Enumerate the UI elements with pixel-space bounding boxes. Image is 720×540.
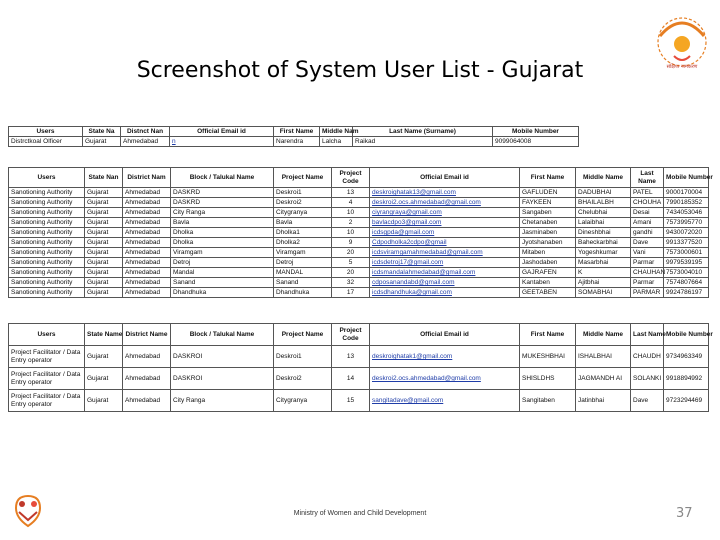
cell-last-name: gandhi [631,228,664,238]
cell-block: Dholka [171,228,274,238]
cell-user: Project Facilitator / Data Entry operator [9,368,85,390]
header-middle-name: Middle Nam [320,127,353,137]
cell-last-name: Raikad [353,137,493,147]
header-email: Official Email id [170,127,274,137]
cell-email[interactable]: cdposanandabd@gmail.com [370,278,520,288]
cell-first-name: Jasminaben [520,228,576,238]
cell-project-code: 5 [332,258,370,268]
cell-email[interactable]: n [170,137,274,147]
cell-project-name: Bavla [274,218,332,228]
cell-block: City Ranga [171,208,274,218]
cell-first-name: Mitaben [520,248,576,258]
cell-email[interactable]: deskroi2.ocs.ahmedabad@gmail.com [370,198,520,208]
cell-middle-name: JAGMANDH AI [576,368,631,390]
cell-project-name: Sanand [274,278,332,288]
cell-state: Gujarat [85,390,123,412]
cell-block: DASKROI [171,368,274,390]
cell-state: Gujarat [85,238,123,248]
cell-state: Gujarat [85,288,123,298]
table-row [9,278,709,288]
cell-mobile: 7574807664 [664,278,709,288]
cell-user: Sanotioning Authority [9,228,85,238]
cell-block: Viramgam [171,248,274,258]
cell-project-name: Deskroi1 [274,188,332,198]
header-users: Users [9,168,85,188]
cell-block: Detroj [171,258,274,268]
cell-middle-name: Lalcha [320,137,353,147]
cell-email[interactable]: icdsmandalahmedabad@gmail.com [370,268,520,278]
header-middle-name: Middle Name [576,168,631,188]
cell-first-name: Narendra [274,137,320,147]
cell-middle-name: SOMABHAI [576,288,631,298]
cell-district: Ahmedabad [123,258,171,268]
cell-last-name: Parmar [631,258,664,268]
page-number: 37 [676,506,693,521]
cell-state: Gujarat [85,248,123,258]
cell-email[interactable]: icdsdetroj17@gmail.com [370,258,520,268]
cell-district: Ahmedabad [123,278,171,288]
cell-last-name: CHAUHAN [631,268,664,278]
cell-district: Ahmedabad [121,137,170,147]
cell-mobile: 7434053046 [664,208,709,218]
header-first-name: First Name [520,168,576,188]
cell-middle-name: DADUBHAI [576,188,631,198]
cell-last-name: CHAUDH [631,346,664,368]
header-state: State Name [85,324,123,346]
header-project-code: Project Code [332,324,370,346]
logo-tagline: संक्षिप्त नामकरण [666,64,698,70]
header-last-name: Last Name [631,168,664,188]
cell-last-name: Dave [631,238,664,248]
cell-first-name: Chetanaben [520,218,576,228]
cell-block: DASKRD [171,198,274,208]
cell-last-name: Dave [631,390,664,412]
cell-middle-name: Yogeshkumar [576,248,631,258]
header-block: Block / Talukal Name [171,168,274,188]
header-users: Users [9,127,83,137]
header-district: District Nam [123,168,171,188]
cell-project-code: 17 [332,288,370,298]
cell-first-name: GAJRAFEN [520,268,576,278]
cell-mobile: 7573995770 [664,218,709,228]
table-row [9,238,709,248]
cell-project-name: Deskroi1 [274,346,332,368]
table-row [9,268,709,278]
cell-state: Gujarat [85,258,123,268]
cell-project-name: Deskroi2 [274,198,332,208]
cell-project-code: 20 [332,268,370,278]
cell-email[interactable]: ciyrangraya@gmail.com [370,208,520,218]
cell-email[interactable]: icdsviramgamahmedabad@gmail.com [370,248,520,258]
cell-project-code: 9 [332,238,370,248]
district-officer-table [8,126,579,147]
cell-block: Sanand [171,278,274,288]
cell-last-name: SOLANKI [631,368,664,390]
header-first-name: First Name [274,127,320,137]
cell-district: Ahmedabad [123,238,171,248]
project-facilitator-table [8,323,713,412]
cell-first-name: MUKESHBHAI [520,346,576,368]
cell-mobile: 9918894992 [664,368,709,390]
child-development-logo-icon [6,490,50,532]
cell-user: Sanotioning Authority [9,198,85,208]
cell-mobile: 7573000601 [664,248,709,258]
header-district: District Name [123,324,171,346]
cell-email[interactable]: bavlacdpo3@gmail.com [370,218,520,228]
cell-middle-name: Lalaibhai [576,218,631,228]
table-row [9,137,579,147]
cell-project-name: Citygranya [274,390,332,412]
cell-email[interactable]: icdsgpda@gmail.com [370,228,520,238]
header-state: State Nan [85,168,123,188]
table-row [9,288,709,298]
cell-project-code: 10 [332,228,370,238]
cell-district: Ahmedabad [123,218,171,228]
header-district: Distnct Nan [121,127,170,137]
cell-user: Sanotioning Authority [9,208,85,218]
cell-last-name: Vani [631,248,664,258]
cell-project-name: Dhandhuka [274,288,332,298]
header-mobile: Mobile Number [493,127,579,137]
cell-middle-name: Baheckarbhai [576,238,631,248]
cell-block: Dholka [171,238,274,248]
cell-email[interactable]: deskroighatak13@gmail.com [370,188,520,198]
cell-block: Mandal [171,268,274,278]
cell-project-name: Citygranya [274,208,332,218]
cell-mobile: 9913377520 [664,238,709,248]
cell-district: Ahmedabad [123,346,171,368]
cell-district: Ahmedabad [123,208,171,218]
table-row [9,248,709,258]
cell-last-name: Amani [631,218,664,228]
slide-title: Screenshot of System User List - Gujarat [136,58,584,83]
header-email: Official Email id [370,168,520,188]
cell-state: Gujarat [85,346,123,368]
header-users: Users [9,324,85,346]
table-row [9,258,709,268]
cell-middle-name: Jatinbhai [576,390,631,412]
cell-email[interactable]: deskroi2.ocs.ahmedabad@gmail.com [370,368,520,390]
header-mobile: Mobile Number [664,324,709,346]
cell-email[interactable]: Cdpodholka2cdpo@gmail [370,238,520,248]
cell-project-code: 2 [332,218,370,228]
cell-mobile: 9734963349 [664,346,709,368]
cell-project-name: Viramgam [274,248,332,258]
header-first-name: First Name [520,324,576,346]
cell-user: Project Facilitator / Data Entry operator [9,346,85,368]
header-email: Official Email id [370,324,520,346]
header-middle-name: Middle Name [576,324,631,346]
table-row [9,218,709,228]
cell-district: Ahmedabad [123,390,171,412]
cell-user: Sanotioning Authority [9,188,85,198]
cell-state: Gujarat [85,198,123,208]
cell-district: Ahmedabad [123,188,171,198]
cell-mobile: 9723294469 [664,390,709,412]
cell-project-name: Detroj [274,258,332,268]
table-row [9,198,709,208]
cell-project-code: 32 [332,278,370,288]
cell-project-code: 14 [332,368,370,390]
cell-block: DASKRD [171,188,274,198]
cell-district: Ahmedabad [123,228,171,238]
cell-project-name: Dholka1 [274,228,332,238]
cell-district: Ahmedabad [123,268,171,278]
cell-middle-name: Chelubhai [576,208,631,218]
cell-first-name: Sangitaben [520,390,576,412]
cell-state: Gujarat [85,208,123,218]
table-row [9,228,709,238]
cell-middle-name: BHAILALBH [576,198,631,208]
cell-project-name: Dholka2 [274,238,332,248]
cell-first-name: Sangaben [520,208,576,218]
cell-middle-name: Ajitbhai [576,278,631,288]
cell-first-name: Jashodaben [520,258,576,268]
cell-last-name: PARMAR [631,288,664,298]
table-row [9,346,709,368]
cell-mobile: 9924786197 [664,288,709,298]
cell-district: Ahmedabad [123,198,171,208]
cell-project-code: 20 [332,248,370,258]
cell-middle-name: ISHALBHAI [576,346,631,368]
cell-project-code: 13 [332,346,370,368]
cell-state: Gujarat [85,268,123,278]
cell-state: Gujarat [85,368,123,390]
cell-project-code: 13 [332,188,370,198]
header-project-code: Project Code [332,168,370,188]
sanctioning-authority-table [8,167,713,298]
cell-email[interactable]: sangitadave@gmail.com [370,390,520,412]
cell-first-name: SHISLDHS [520,368,576,390]
cell-last-name: PATEL [631,188,664,198]
cell-user: Sanotioning Authority [9,238,85,248]
cell-user: Sanotioning Authority [9,218,85,228]
cell-project-code: 4 [332,198,370,208]
cell-block: City Ranga [171,390,274,412]
cell-middle-name: Dineshbhai [576,228,631,238]
header-last-name: Last Name (Surname) [353,127,493,137]
cell-last-name: Parmar [631,278,664,288]
cell-first-name: GAFLUDEN [520,188,576,198]
cell-project-code: 15 [332,390,370,412]
cell-district: Ahmedabad [123,248,171,258]
cell-block: DASKROI [171,346,274,368]
cell-state: Gujarat [85,228,123,238]
cell-mobile: 9099064008 [493,137,579,147]
cell-user: Sanotioning Authority [9,258,85,268]
cell-state: Gujarat [85,218,123,228]
cell-user: Project Facilitator / Data Entry operator [9,390,85,412]
cell-user: Distrctkoal Olficer [9,137,83,147]
cell-mobile: 9430072020 [664,228,709,238]
cell-block: Dhandhuka [171,288,274,298]
cell-project-name: MANDAL [274,268,332,278]
cell-user: Sanotioning Authority [9,288,85,298]
cell-first-name: FAYKEEN [520,198,576,208]
cell-project-code: 10 [332,208,370,218]
table-row [9,188,709,198]
cell-state: Gujarat [85,278,123,288]
cell-project-name: Deskroi2 [274,368,332,390]
cell-last-name: CHOUHA [631,198,664,208]
footer-text: Ministry of Women and Child Development [293,510,427,517]
cell-last-name: Desai [631,208,664,218]
cell-mobile: 7990185352 [664,198,709,208]
cell-middle-name: Masarbhai [576,258,631,268]
header-last-name: Last Name [631,324,664,346]
cell-state: Gujarat [83,137,121,147]
cell-district: Ahmedabad [123,288,171,298]
cell-block: Bavla [171,218,274,228]
cell-mobile: 9000170004 [664,188,709,198]
cell-first-name: Jyotshanaben [520,238,576,248]
cell-mobile: 7573004010 [664,268,709,278]
table-row [9,390,709,412]
cell-user: Sanotioning Authority [9,268,85,278]
header-project-name: Project Name [274,324,332,346]
cell-first-name: Kantaben [520,278,576,288]
cell-user: Sanotioning Authority [9,248,85,258]
cell-mobile: 9979539195 [664,258,709,268]
cell-first-name: GEETABEN [520,288,576,298]
table-row [9,208,709,218]
cell-state: Gujarat [85,188,123,198]
cell-user: Sanotioning Authority [9,278,85,288]
ministry-logo-icon [646,6,718,72]
table-row [9,368,709,390]
header-project-name: Project Name [274,168,332,188]
cell-email[interactable]: icdsdhandhuka@gmail.com [370,288,520,298]
cell-district: Ahmedabad [123,368,171,390]
header-block: Block / Talukal Name [171,324,274,346]
cell-middle-name: K [576,268,631,278]
header-state: State Na [83,127,121,137]
header-mobile: Mobile Number [664,168,709,188]
cell-email[interactable]: deskroighatak1@gmail.com [370,346,520,368]
